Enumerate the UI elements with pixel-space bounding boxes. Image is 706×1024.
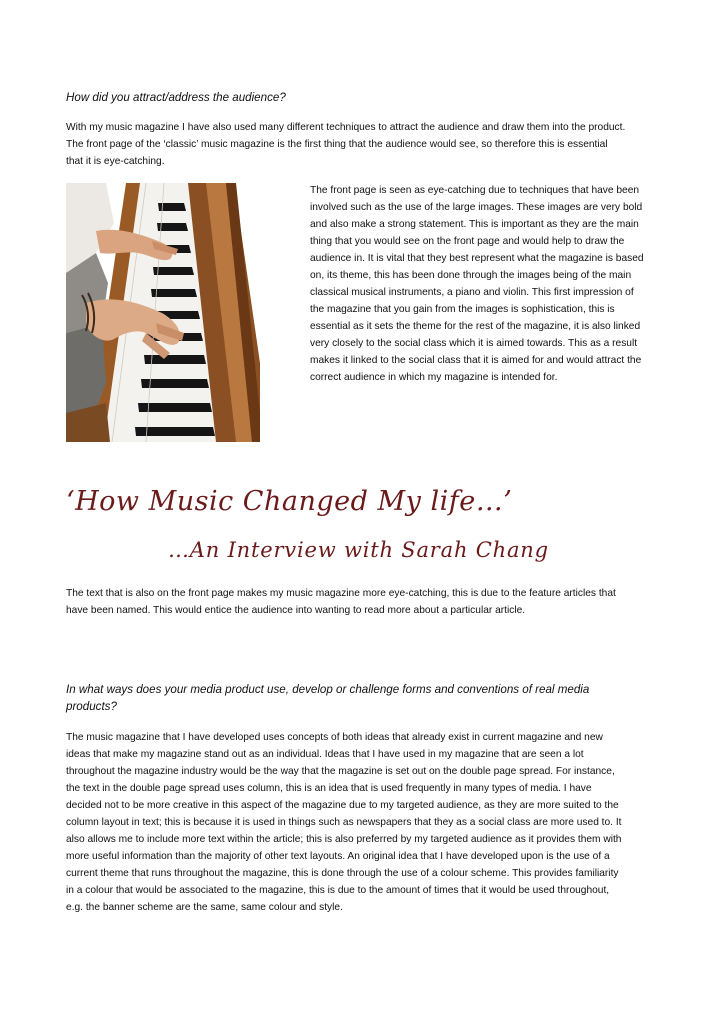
section2-paragraph: The music magazine that I have developed uses concepts of both ideas that already exist in current magazine and new ideas that make my magazine stand out as an individual. Ideas that I have used in my magazine that are seen a lot throughout the magazine industry would be the way that the magazine is set out on the double page spread. For instance, the text in the double page spread uses column, this is an idea that is used frequently in many types of media. I have decided not to be more creative in this aspect of the magazine due to my targeted audience, as they are more suited to the column layout in text; this is because it is used in things such as newspapers that they as a social class are more used to. It also allows me to include more text within the article; this is also preferred by my targeted audience as it provides them with more useful information than the majority of other text layouts. An original idea that I have developed upon is the use of a current theme that runs throughout the magazine, this is done through the use of a colour scheme. This provides familiarity in a colour that would be associated to the magazine, this is due to the amount of times that it would be used throughout, e.g. the banner scheme are the same, same colour and style. [66, 732, 622, 913]
section2-heading: In what ways does your media product use, develop or challenge forms and conventions of real media products? [66, 683, 590, 713]
section1-heading: How did you attract/address the audience? [66, 91, 286, 104]
feature-subtitle: …An Interview with Sarah Chang [168, 538, 549, 562]
section1-intro: With my music magazine I have also used many different techniques to attract the audience and draw them into the product. The front page of the ‘classic’ music magazine is the first thing that the audience would see, so therefore this is essential that it is eye-catching. [66, 122, 626, 167]
feature-paragraph: The text that is also on the front page makes my music magazine more eye-catching, this is due to the feature articles that have been named. This would entice the audience into wanting to read more about a particular article. [66, 588, 616, 616]
piano-photo [66, 183, 260, 442]
section1-side-text: The front page is seen as eye-catching due to techniques that have been involved such as the use of the large images. These images are very bold and also make a strong statement. This is important as they are the main thing that you would see on the front page and would help to draw the audience in. It is vital that they best represent what the magazine is based on, its theme, this has been done through the images being of the main classical musical instruments, a piano and violin. This first impression of the magazine that you gain from the images is sophistication, this is essential as it sets the theme for the rest of the magazine, it is also linked very closely to the social class which it is aimed towards. This as a result makes it linked to the social class that it is aimed for and would attract the correct audience in which my magazine is intended for. [310, 185, 644, 383]
feature-title: ‘How Music Changed My life…’ [66, 486, 513, 517]
